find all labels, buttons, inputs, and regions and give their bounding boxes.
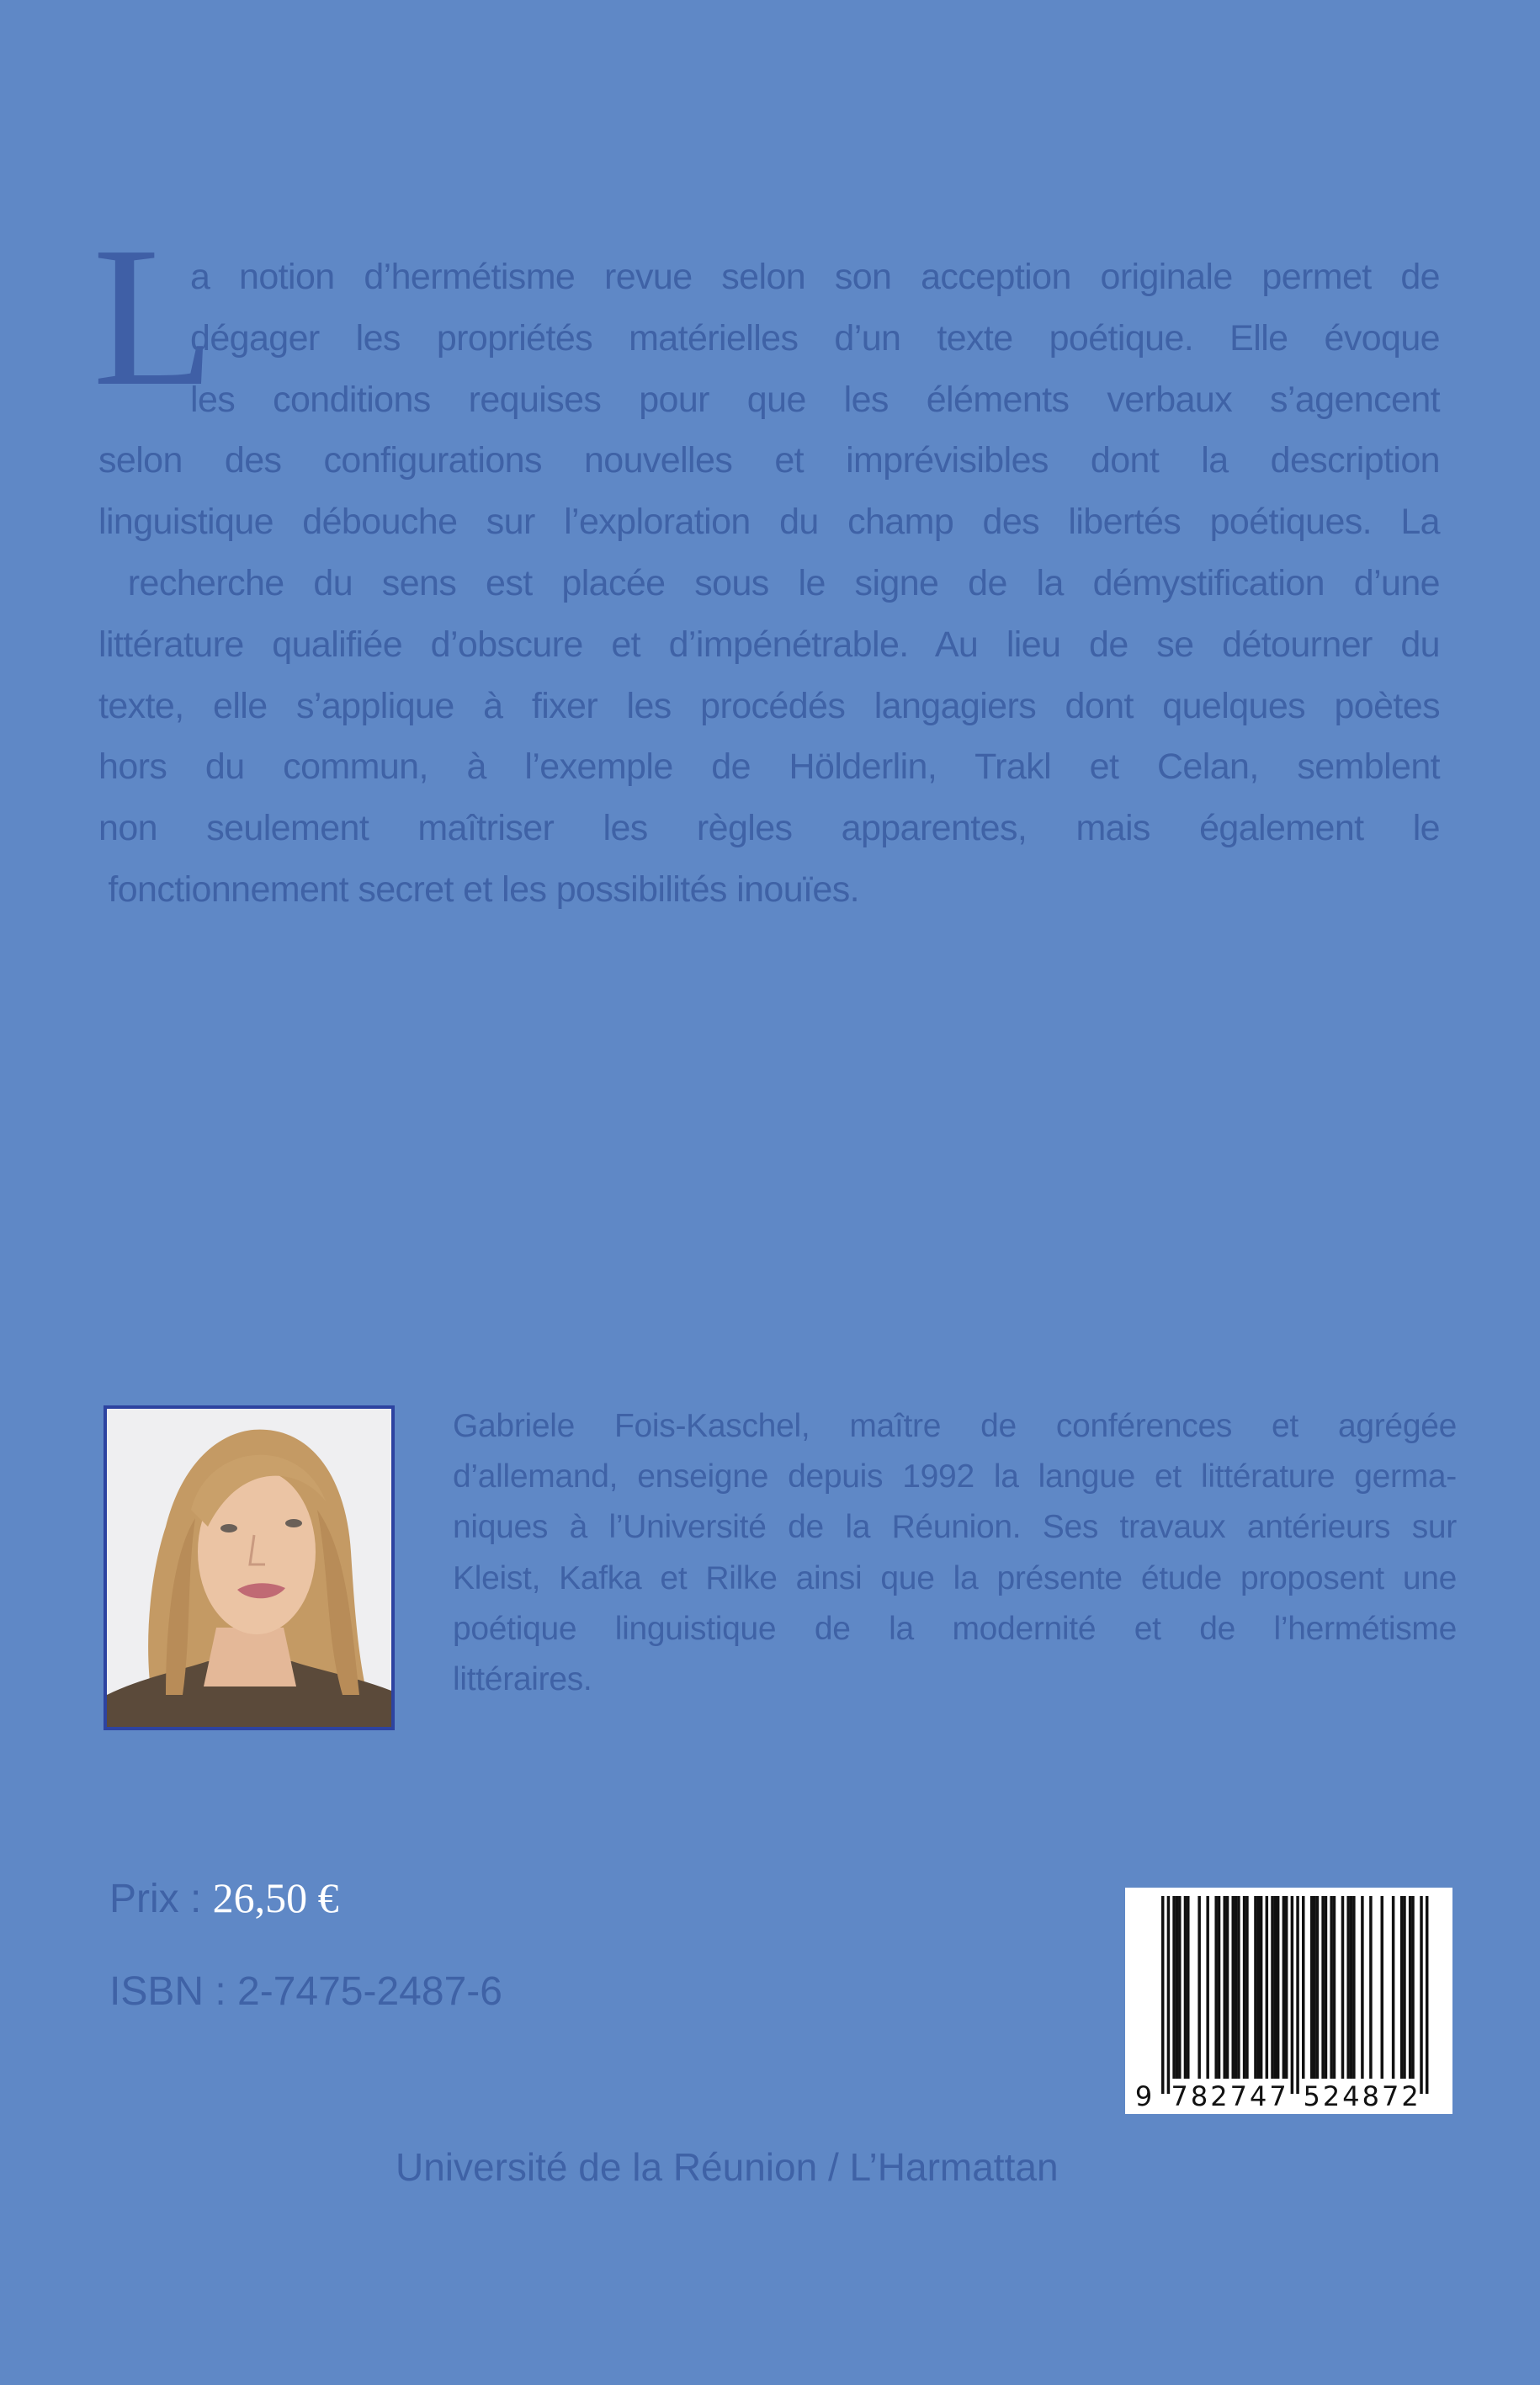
barcode-bar [1257,1896,1260,2079]
summary-line: non seulement maîtriser les règles apparentes, mais également le [98,808,1440,849]
barcode-digit: 5 [1303,2080,1320,2112]
barcode-digit: 4 [1250,2080,1267,2112]
barcode-digit: 7 [1269,2080,1287,2112]
bio-line: Kleist, Kafka et Rilke ainsi que la présente étude proposent une [453,1559,1457,1596]
barcode-bar [1282,1896,1285,2079]
barcode-digit: 7 [1229,2080,1248,2112]
barcode-bar [1274,1896,1277,2079]
barcode-bar [1285,1896,1288,2079]
summary-line: selon des configurations nouvelles et imprévisibles dont la description [98,440,1440,481]
barcode-bar [1296,1896,1298,2094]
barcode-digit: 7 [1382,2080,1399,2112]
barcode-digit: 7 [1171,2080,1188,2112]
isbn: ISBN : 2-7475-2487-6 [109,1969,502,2014]
bio-line: littéraires. [453,1660,592,1697]
barcode-bar [1352,1896,1355,2079]
barcode-bar [1178,1896,1181,2079]
price-label: Prix : [109,1877,213,1921]
barcode-bar [1176,1896,1178,2079]
barcode-bar [1325,1896,1327,2079]
barcode-bar [1214,1896,1217,2079]
bio-line: niques à l’Université de la Réunion. Ses travaux antérieurs sur [453,1509,1457,1546]
barcode [1125,1888,1452,2114]
barcode-bar [1271,1896,1273,2079]
barcode-bar [1333,1896,1336,2079]
barcode-bar [1254,1896,1256,2079]
summary-paragraph [98,247,1440,921]
summary-line: texte, elle s’applique à fixer les procédés langagiers dont quelques poètes [98,685,1440,726]
barcode-bar [1426,1896,1428,2094]
barcode-bar [1330,1896,1332,2079]
summary-line: dégager les propriétés matérielles d’un texte poétique. Elle évoque [190,317,1440,359]
barcode-digit: 2 [1322,2080,1341,2112]
barcode-bar [1291,1896,1293,2094]
barcode-bar [1369,1896,1372,2079]
price [109,1870,339,1927]
barcode-bar [1277,1896,1279,2079]
barcode-bar [1266,1896,1268,2079]
author-bio [453,1401,1457,1705]
barcode-bar [1184,1896,1187,2079]
summary-line: hors du commun, à l’exemple de Hölderlin, Trakl et Celan, semblent [98,746,1440,788]
barcode-bar [1206,1896,1208,2079]
barcode-bar [1218,1896,1220,2079]
summary-line: a notion d’hermétisme revue selon son acception originale permet de [190,257,1440,297]
barcode-bar [1313,1896,1315,2079]
barcode-bar [1245,1896,1248,2079]
bio-line: d’allemand, enseigne depuis 1992 la langue et littérature germa- [453,1458,1457,1495]
barcode-bar [1260,1896,1262,2079]
barcode-bar [1316,1896,1319,2079]
barcode-bar [1243,1896,1245,2079]
barcode-bar [1350,1896,1352,2079]
barcode-bar [1346,1896,1349,2079]
barcode-bar [1237,1896,1240,2079]
summary-line: recherche du sens est placée sous le signe de la démystification d’une [98,562,1440,603]
barcode-bar [1232,1896,1235,2079]
summary-line: linguistique débouche sur l’exploration du champ des libertés poétiques. La [98,502,1440,543]
barcode-bar [1392,1896,1394,2079]
barcode-bar [1161,1896,1164,2094]
price-value: 26,50 € [212,1874,339,1921]
drop-cap: L [93,206,215,428]
barcode-bar [1420,1896,1422,2094]
bio-line: Gabriele Fois-Kaschel, maître de conférences et agrégée [453,1408,1457,1444]
barcode-digit: 9 [1134,2080,1153,2112]
barcode-bar [1197,1896,1200,2079]
summary-line: littérature qualifiée d’obscure et d’impénétrable. Au lieu de se détourner du [98,624,1440,665]
summary-line: fonctionnement secret et les possibilités inouïes. [98,868,859,910]
author-photo [104,1405,395,1730]
barcode-digit: 8 [1190,2080,1208,2112]
barcode-bar [1321,1896,1324,2079]
barcode-bar [1403,1896,1405,2079]
barcode-bar [1409,1896,1411,2079]
barcode-digit: 8 [1362,2080,1380,2112]
barcode-bar [1172,1896,1175,2079]
summary-line: les conditions requises pour que les éléments verbaux s’agencent [190,379,1440,420]
barcode-bar [1361,1896,1363,2079]
barcode-digit: 2 [1401,2080,1419,2112]
barcode-bar [1310,1896,1313,2079]
barcode-bar [1167,1896,1170,2094]
barcode-digit: 4 [1342,2080,1360,2112]
barcode-bar [1226,1896,1229,2079]
barcode-bar [1341,1896,1344,2079]
barcode-bar [1381,1896,1383,2079]
barcode-bar [1235,1896,1237,2079]
barcode-digit: 2 [1210,2080,1228,2112]
barcode-bar [1400,1896,1403,2079]
barcode-bar [1223,1896,1225,2079]
bio-line: poétique linguistique de la modernité et de l’hermétisme [453,1610,1457,1647]
barcode-bar [1302,1896,1304,2079]
barcode-bar [1411,1896,1414,2079]
publisher-footer: Université de la Réunion / L’Harmattan [396,2145,1059,2189]
barcode-bar [1187,1896,1189,2079]
